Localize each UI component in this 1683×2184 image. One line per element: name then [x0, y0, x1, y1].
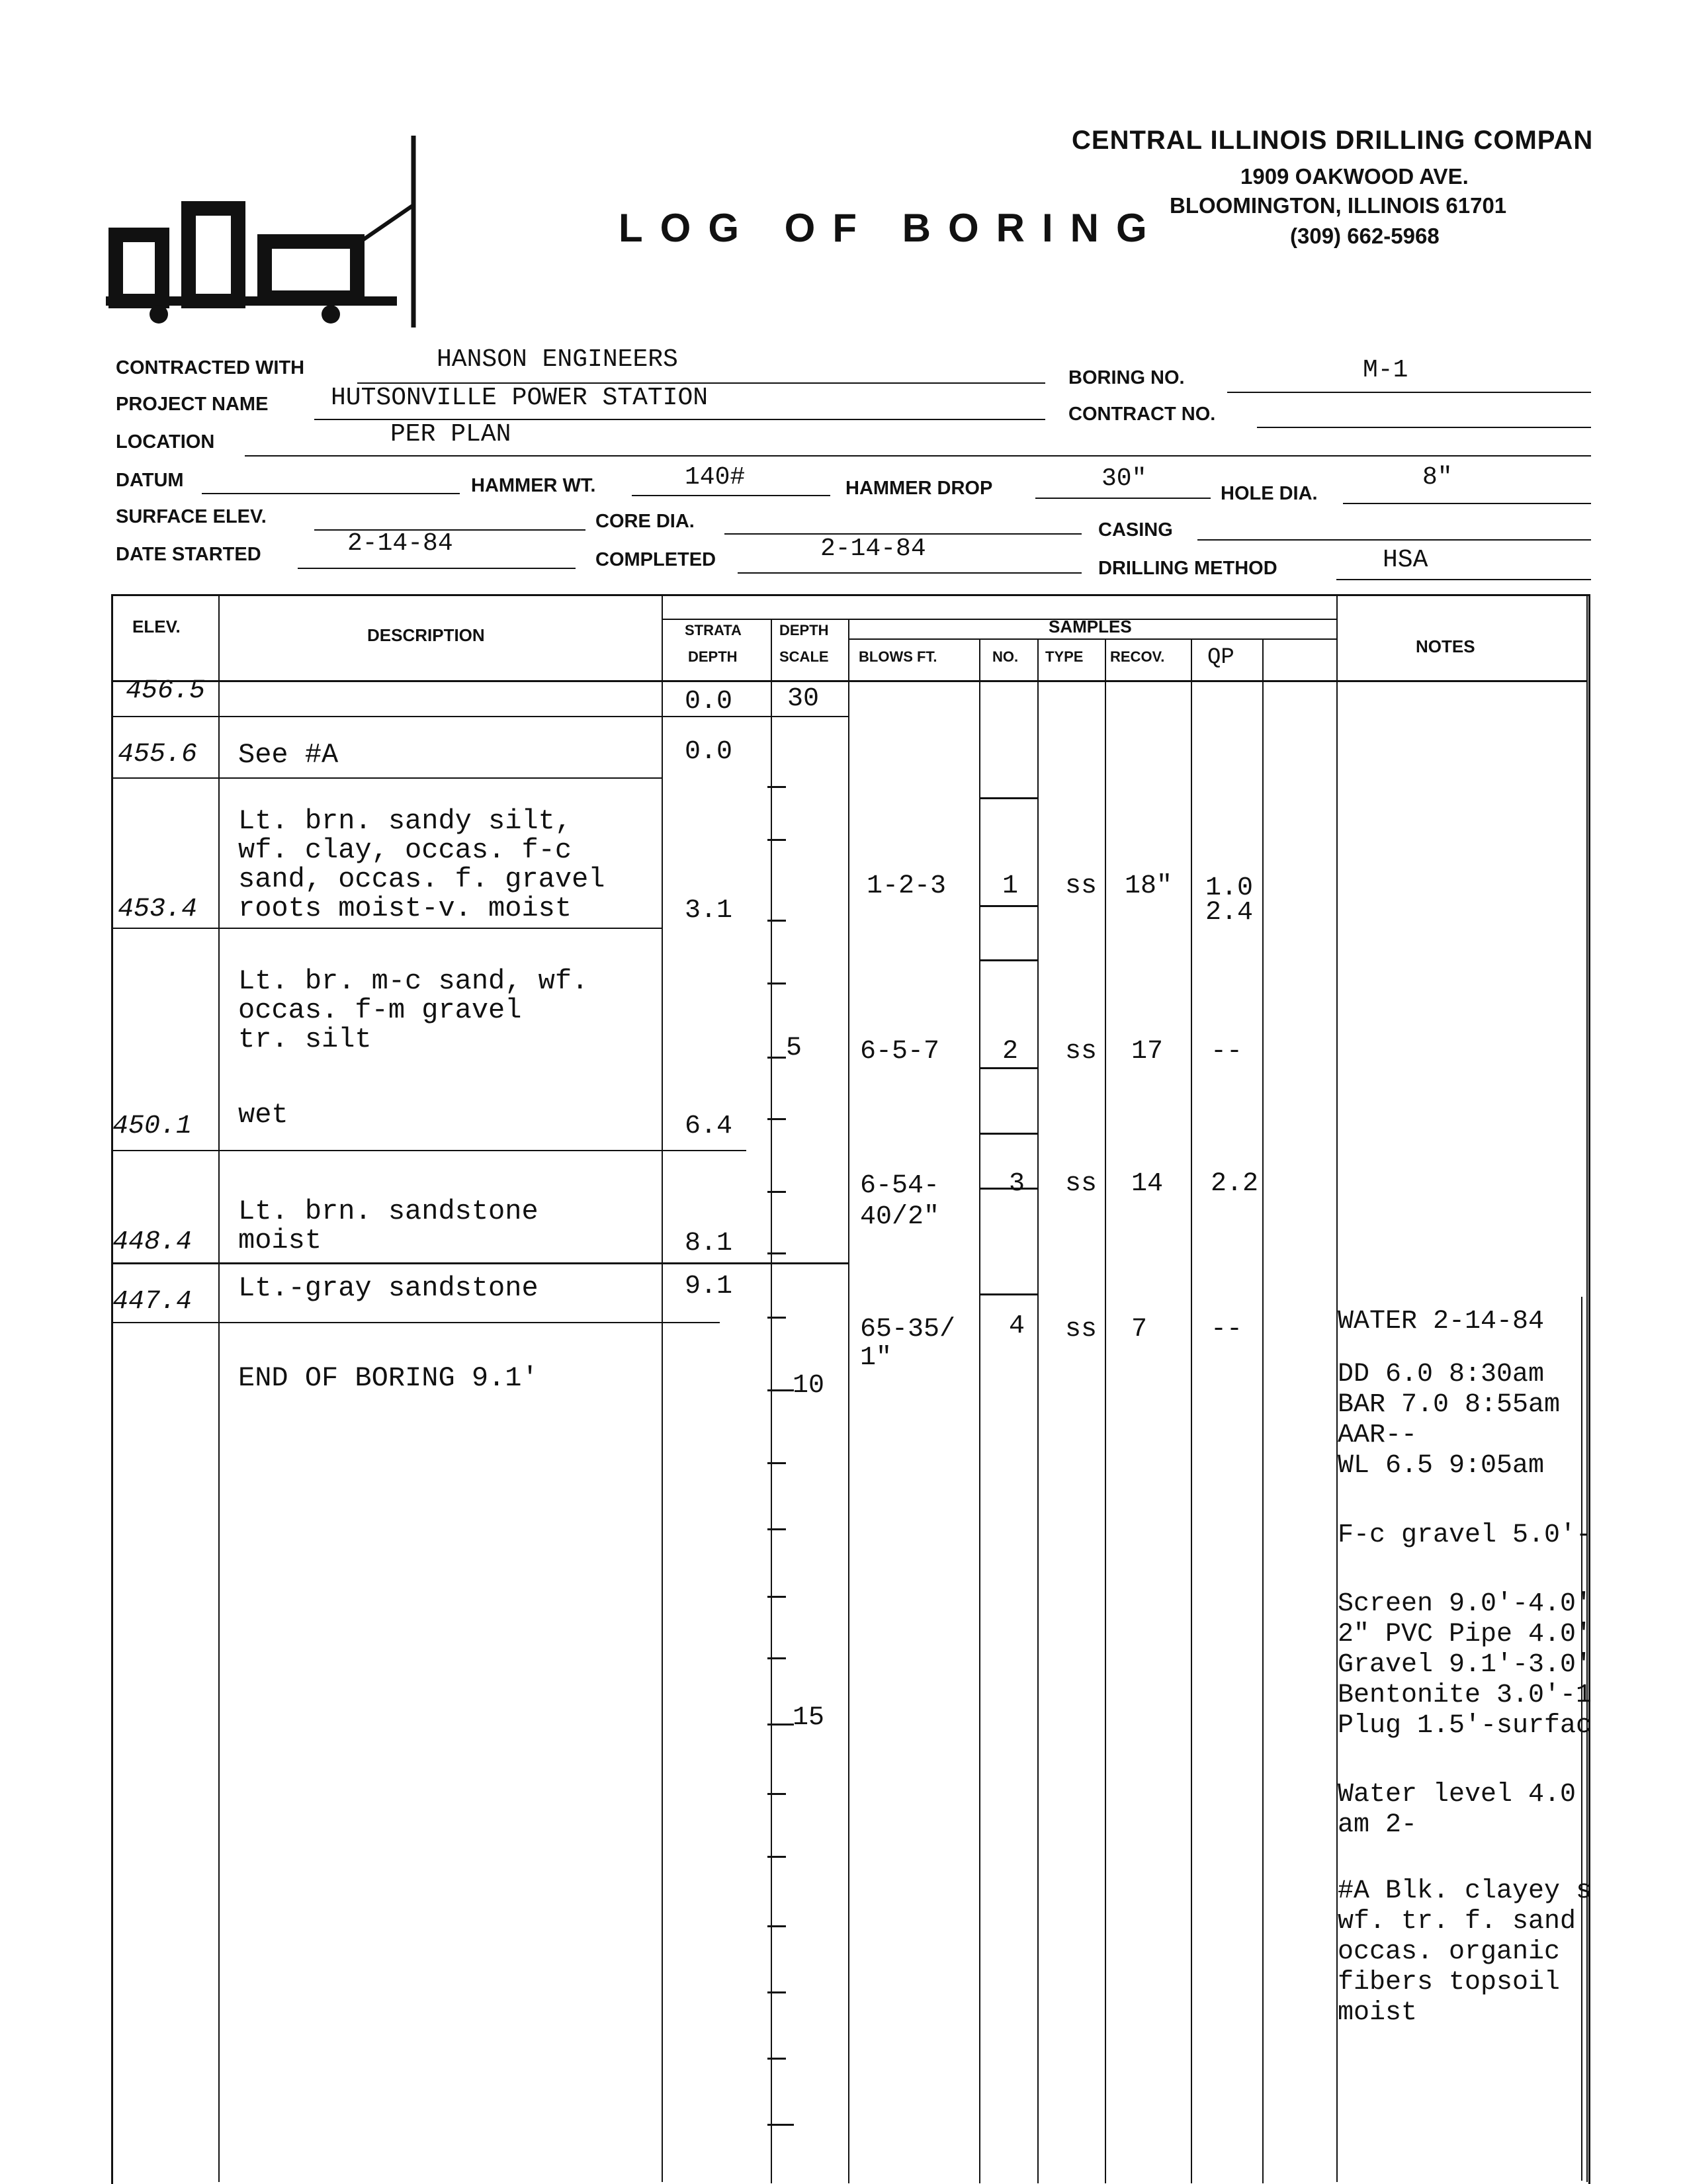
sample-3-recov: 14	[1131, 1169, 1164, 1199]
drilling-method-label: DRILLING METHOD	[1098, 558, 1277, 579]
hammer-wt-value: 140#	[685, 463, 746, 492]
sample-4-recov: 7	[1131, 1315, 1148, 1344]
elev-layer-5: 447.4	[112, 1287, 193, 1317]
hammer-drop-value: 30"	[1101, 464, 1147, 493]
company-phone: (309) 662-5968	[1290, 224, 1440, 248]
note-line-10: 2" PVC Pipe 4.0'	[1338, 1620, 1592, 1649]
sample-2-no: 2	[1002, 1037, 1019, 1067]
contracted-with-value: HANSON ENGINEERS	[437, 345, 678, 374]
sample-1-no: 1	[1002, 871, 1019, 901]
sample-3-blows-2: 40/2"	[860, 1202, 940, 1232]
desc-layer-3-line-3: tr. silt	[238, 1024, 372, 1055]
company-city: BLOOMINGTON, ILLINOIS 61701	[1170, 193, 1507, 218]
note-line-9: Screen 9.0'-4.0'	[1338, 1589, 1592, 1619]
note-line-5: WL 6.5 9:05am	[1338, 1451, 1545, 1481]
elev-surface: 456.5	[126, 676, 206, 706]
desc-layer-3-wet: wet	[238, 1099, 288, 1131]
scale-mark-15: 15	[793, 1703, 825, 1733]
sample-4-blows-2: 1"	[860, 1343, 892, 1373]
scale-mark-5: 5	[786, 1033, 802, 1063]
sample-1-type: ss	[1065, 871, 1098, 901]
note-line-22: moist	[1338, 1998, 1418, 2028]
note-line-4: AAR--	[1338, 1420, 1418, 1450]
sample-1-blows: 1-2-3	[867, 871, 947, 901]
document-title: LOG OF BORING	[619, 206, 1164, 250]
sample-4-no: 4	[1009, 1311, 1025, 1341]
company-address: 1909 OAKWOOD AVE.	[1240, 164, 1469, 189]
contract-no-label: CONTRACT NO.	[1068, 404, 1216, 425]
sample-3-type: ss	[1065, 1169, 1098, 1199]
hole-dia-label: HOLE DIA.	[1221, 483, 1318, 504]
desc-layer-3-line-2: occas. f-m gravel	[238, 994, 522, 1026]
strata-layer-3: 6.4	[685, 1112, 733, 1141]
note-line-12: Bentonite 3.0'-1	[1338, 1681, 1592, 1710]
elev-layer-1: 455.6	[118, 740, 198, 769]
header-blows: BLOWS FT.	[859, 648, 937, 665]
location-value: PER PLAN	[390, 420, 511, 449]
scale-mark-10: 10	[793, 1371, 825, 1401]
strata-layer-4: 8.1	[685, 1229, 733, 1258]
header-recov: RECOV.	[1110, 648, 1165, 665]
header-strata-depth: DEPTH	[688, 648, 738, 665]
casing-label: CASING	[1098, 519, 1173, 541]
desc-layer-1: See #A	[238, 739, 339, 771]
sample-4-blows: 65-35/	[860, 1315, 956, 1344]
desc-layer-4-line-2: moist	[238, 1225, 322, 1256]
hammer-drop-label: HAMMER DROP	[845, 478, 993, 499]
strata-layer-1: 0.0	[685, 737, 733, 767]
hole-dia-value: 8"	[1422, 463, 1453, 492]
sample-4-type: ss	[1065, 1315, 1098, 1344]
elev-layer-3: 450.1	[112, 1112, 193, 1141]
strata-surface: 0.0	[685, 687, 733, 717]
date-started-label: DATE STARTED	[116, 544, 261, 565]
note-line-13: Plug 1.5'-surfac	[1338, 1711, 1592, 1741]
location-label: LOCATION	[116, 431, 215, 453]
desc-layer-2-line-2: wf. clay, occas. f-c	[238, 834, 572, 866]
completed-label: COMPLETED	[595, 549, 716, 570]
drilling-rig-logo	[106, 136, 423, 328]
note-line-7: F-c gravel 5.0'-	[1338, 1520, 1592, 1550]
sample-2-recov: 17	[1131, 1037, 1164, 1067]
date-started-value: 2-14-84	[347, 529, 453, 558]
sample-2-blows: 6-5-7	[860, 1037, 940, 1067]
boring-no-label: BORING NO.	[1068, 367, 1185, 388]
contracted-with-label: CONTRACTED WITH	[116, 357, 305, 378]
completed-value: 2-14-84	[820, 535, 926, 563]
header-type: TYPE	[1045, 648, 1084, 665]
sample-1-qp-1: 1.0	[1205, 873, 1254, 903]
header-qp: QP	[1207, 645, 1234, 670]
sample-2-qp: --	[1211, 1037, 1243, 1067]
sample-3-no: 3	[1009, 1169, 1025, 1199]
sample-1-qp-2: 2.4	[1205, 898, 1254, 928]
note-line-15: Water level 4.0	[1338, 1780, 1576, 1810]
sample-2-type: ss	[1065, 1037, 1098, 1067]
header-no: NO.	[992, 648, 1019, 665]
sample-4-qp: --	[1211, 1315, 1243, 1344]
end-of-boring: END OF BORING 9.1'	[238, 1362, 539, 1394]
note-line-20: occas. organic	[1338, 1937, 1561, 1967]
note-line-18: #A Blk. clayey s	[1338, 1876, 1592, 1906]
note-line-11: Gravel 9.1'-3.0'	[1338, 1650, 1592, 1680]
note-line-1: WATER 2-14-84	[1338, 1307, 1545, 1336]
elev-layer-2: 453.4	[118, 895, 198, 924]
sample-3-blows: 6-54-	[860, 1171, 940, 1201]
scale-top: 30	[787, 684, 820, 714]
sample-1-recov: 18"	[1125, 871, 1173, 901]
elev-layer-4: 448.4	[112, 1227, 193, 1257]
header-strata: STRATA	[685, 622, 742, 638]
strata-layer-5: 9.1	[685, 1272, 733, 1301]
header-description: DESCRIPTION	[367, 625, 485, 645]
drilling-method-value: HSA	[1383, 546, 1428, 574]
note-line-3: BAR 7.0 8:55am	[1338, 1390, 1561, 1420]
strata-layer-2: 3.1	[685, 896, 733, 926]
project-name-label: PROJECT NAME	[116, 394, 269, 415]
desc-layer-5: Lt.-gray sandstone	[238, 1272, 539, 1304]
header-depth-scale: SCALE	[779, 648, 829, 665]
note-line-21: fibers topsoil	[1338, 1968, 1561, 1997]
desc-layer-2-line-4: roots moist-v. moist	[238, 893, 572, 924]
desc-layer-2-line-3: sand, occas. f. gravel	[238, 863, 605, 895]
company-name: CENTRAL ILLINOIS DRILLING COMPAN	[1072, 126, 1594, 155]
note-line-19: wf. tr. f. sand	[1338, 1907, 1576, 1937]
desc-layer-4-line-1: Lt. brn. sandstone	[238, 1196, 539, 1227]
sample-3-qp: 2.2	[1211, 1169, 1259, 1199]
desc-layer-2-line-1: Lt. brn. sandy silt,	[238, 805, 572, 837]
desc-layer-3-line-1: Lt. br. m-c sand, wf.	[238, 965, 589, 997]
header-notes: NOTES	[1416, 636, 1475, 656]
header-samples: SAMPLES	[1049, 617, 1132, 636]
boring-no-value: M-1	[1363, 356, 1408, 384]
datum-label: DATUM	[116, 470, 184, 491]
hammer-wt-label: HAMMER WT.	[471, 475, 596, 496]
note-line-2: DD 6.0 8:30am	[1338, 1360, 1545, 1389]
header-elev: ELEV.	[132, 617, 181, 636]
header-depth: DEPTH	[779, 622, 829, 638]
surface-elev-label: SURFACE ELEV.	[116, 506, 267, 527]
core-dia-label: CORE DIA.	[595, 511, 695, 532]
project-name-value: HUTSONVILLE POWER STATION	[331, 384, 709, 412]
note-line-16: am 2-	[1338, 1810, 1418, 1840]
